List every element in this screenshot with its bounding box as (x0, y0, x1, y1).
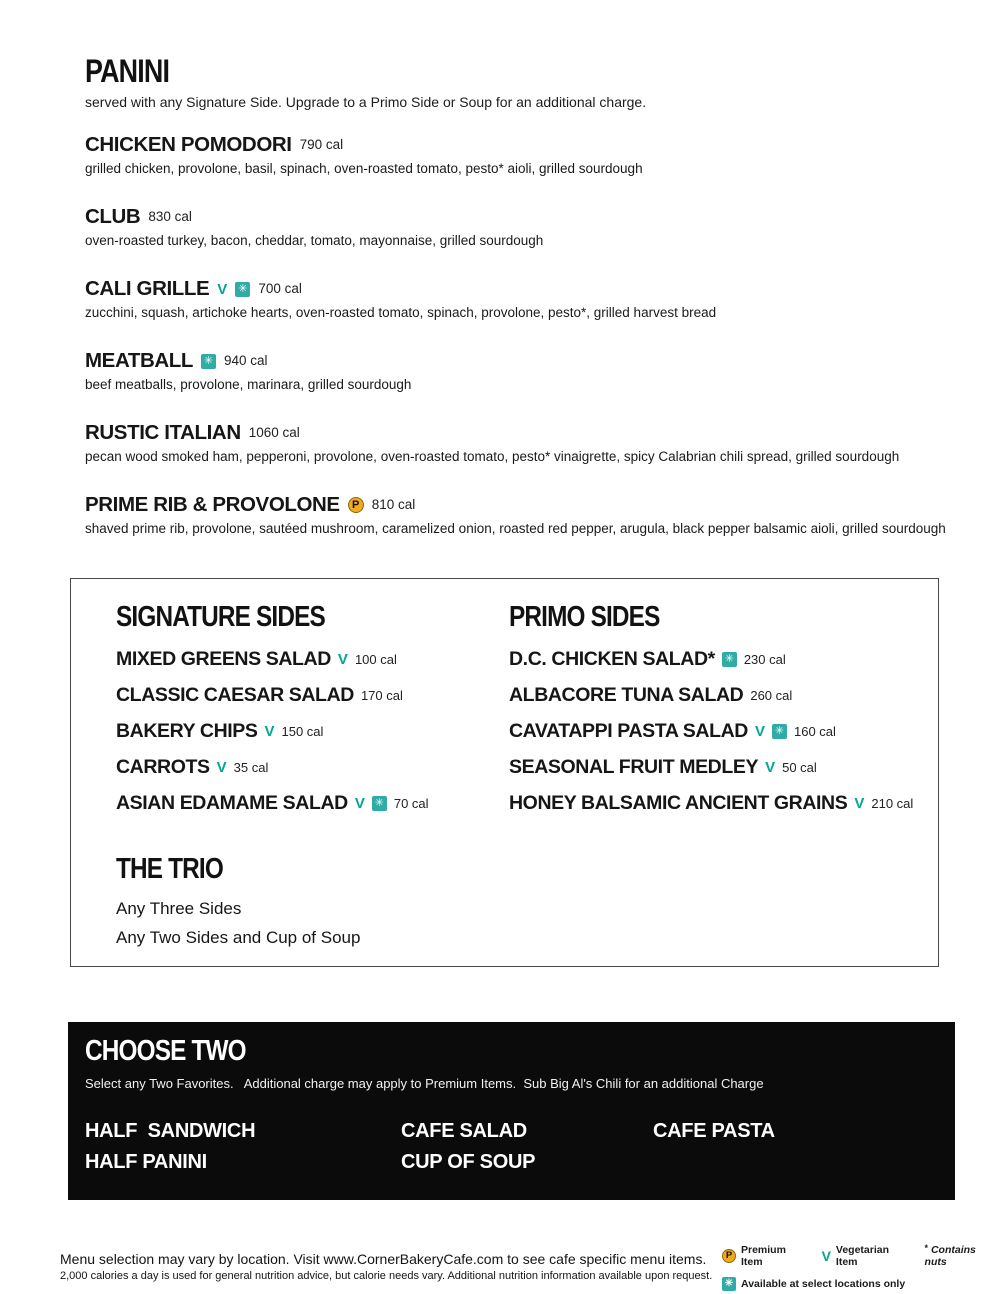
side-item-name: SEASONAL FRUIT MEDLEY (509, 756, 759, 778)
side-item-calories: 160 cal (793, 724, 836, 739)
panini-item-name: RUSTIC ITALIAN (85, 421, 241, 444)
panini-item-description: grilled chicken, provolone, basil, spinach, oven-roasted tomato, pesto* aioli, grilled sourdough (85, 161, 643, 176)
choose-two-option: CUP OF SOUP (401, 1151, 536, 1173)
side-item (116, 648, 509, 671)
footer-location-note: Menu selection may vary by location. Visit www.CornerBakeryCafe.com to see cafe specific menu items. (60, 1251, 707, 1267)
vegetarian-icon: V (765, 759, 776, 776)
select-locations-icon: ✳ (235, 282, 250, 297)
side-item-calories: 150 cal (281, 724, 324, 739)
side-item-name: CAVATAPPI PASTA SALAD (509, 720, 748, 742)
side-item-calories: 35 cal (233, 760, 269, 775)
choose-two-column (653, 1116, 935, 1178)
side-item-calories: 230 cal (743, 652, 786, 667)
choose-two-option: CAFE SALAD (401, 1120, 527, 1142)
signature-sides-title: SIGNATURE SIDES (116, 601, 325, 633)
side-item-name: BAKERY CHIPS (116, 720, 258, 742)
side-item-calories: 210 cal (871, 796, 914, 811)
premium-icon: P (348, 497, 364, 513)
panini-item-calories: 790 cal (299, 137, 344, 152)
side-item-name: ASIAN EDAMAME SALAD (116, 792, 348, 814)
panini-item-head (85, 421, 965, 445)
panini-item (85, 421, 965, 466)
sides-box (70, 578, 939, 967)
panini-item-name: MEATBALL (85, 349, 194, 372)
side-item (116, 720, 509, 743)
side-item-name: ALBACORE TUNA SALAD (509, 684, 744, 706)
panini-item-calories: 1060 cal (248, 425, 300, 440)
legend-row-2 (722, 1277, 1000, 1291)
panini-item-name: PRIME RIB & PROVOLONE (85, 493, 340, 516)
side-item-name: D.C. CHICKEN SALAD* (509, 648, 715, 670)
primo-sides-list (509, 648, 938, 815)
legend-row-1 (722, 1243, 1000, 1268)
vegetarian-icon: V (354, 795, 365, 812)
panini-item (85, 205, 965, 250)
side-item (509, 756, 938, 779)
signature-sides-list (116, 648, 509, 815)
panini-item-description: pecan wood smoked ham, pepperoni, provolone, oven-roasted tomato, pesto* vinaigrette, spicy Calabrian chili spread, grilled sourdough (85, 449, 900, 464)
select-locations-icon: ✳ (722, 652, 737, 667)
vegetarian-icon: V (337, 651, 348, 668)
choose-two-section (68, 1022, 955, 1200)
panini-section (85, 55, 965, 538)
choose-two-subtitle: Select any Two Favorites. Additional charge may apply to Premium Items. Sub Big Al's Chili for an additional Charge (85, 1076, 764, 1091)
panini-item-description: zucchini, squash, artichoke hearts, oven-roasted tomato, spinach, provolone, pesto*, grilled harvest bread (85, 305, 717, 320)
panini-item-head (85, 493, 965, 517)
panini-item-name: CLUB (85, 205, 141, 228)
side-item-name: CLASSIC CAESAR SALAD (116, 684, 354, 706)
asterisk-icon: * (924, 1243, 929, 1253)
panini-item-name: CHICKEN POMODORI (85, 133, 292, 156)
panini-item-name: CALI GRILLE (85, 277, 210, 300)
side-item-name: CARROTS (116, 756, 210, 778)
panini-item-head (85, 205, 965, 229)
panini-item (85, 349, 965, 394)
icon-legend (722, 1243, 1000, 1291)
panini-subtitle: served with any Signature Side. Upgrade to a Primo Side or Soup for an additional charge. (85, 94, 647, 110)
legend-vegetarian-label: Vegetarian Item (835, 1243, 890, 1268)
panini-item-description: beef meatballs, provolone, marinara, grilled sourdough (85, 377, 412, 392)
side-item-calories: 260 cal (750, 688, 793, 703)
panini-item-description: oven-roasted turkey, bacon, cheddar, tomato, mayonnaise, grilled sourdough (85, 233, 544, 248)
footer-notes (60, 1251, 712, 1282)
primo-sides-column (509, 603, 938, 815)
side-item-calories: 50 cal (782, 760, 817, 775)
legend-premium-label: Premium Item (741, 1243, 786, 1268)
primo-sides-title: PRIMO SIDES (509, 601, 660, 633)
select-locations-icon: ✳ (201, 354, 216, 369)
panini-item-list (85, 133, 965, 538)
side-item-calories: 70 cal (393, 796, 429, 811)
side-item (116, 792, 509, 815)
legend-select-label: Available at select locations only (741, 1278, 906, 1290)
trio-section (71, 855, 938, 952)
trio-line: Any Three Sides (116, 899, 242, 918)
select-locations-icon: ✳ (772, 724, 787, 739)
choose-two-option: CAFE PASTA (653, 1120, 775, 1142)
footer-nutrition-note: 2,000 calories a day is used for general nutrition advice, but calorie needs vary. Additional nutrition information available upon request. (60, 1270, 713, 1282)
side-item (509, 720, 938, 743)
panini-item-head (85, 133, 965, 157)
trio-line: Any Two Sides and Cup of Soup (116, 928, 361, 947)
side-item (509, 684, 938, 707)
trio-lines (116, 894, 938, 952)
side-item (509, 648, 938, 671)
signature-sides-column (116, 603, 509, 815)
select-locations-icon: ✳ (722, 1277, 736, 1291)
panini-item-calories: 810 cal (371, 497, 416, 512)
vegetarian-icon: V (854, 795, 865, 812)
panini-item (85, 277, 965, 322)
vegetarian-icon: V (217, 280, 228, 298)
panini-item (85, 493, 965, 538)
choose-two-option: HALF SANDWICH (85, 1120, 256, 1142)
side-item (116, 756, 509, 779)
select-locations-icon: ✳ (372, 796, 387, 811)
side-item-calories: 170 cal (360, 688, 403, 703)
choose-two-columns (85, 1116, 935, 1178)
side-item-calories: 100 cal (354, 652, 397, 667)
vegetarian-icon: V (264, 723, 275, 740)
choose-two-column (401, 1116, 653, 1178)
panini-item-head (85, 349, 965, 373)
side-item-name: HONEY BALSAMIC ANCIENT GRAINS (509, 792, 848, 814)
vegetarian-icon: V (821, 1247, 831, 1264)
side-item (509, 792, 938, 815)
panini-item-calories: 830 cal (148, 209, 192, 224)
panini-item (85, 133, 965, 178)
side-item-name: MIXED GREENS SALAD (116, 648, 331, 670)
choose-two-title: CHOOSE TWO (85, 1035, 246, 1067)
side-item (116, 684, 509, 707)
choose-two-option: HALF PANINI (85, 1151, 207, 1173)
panini-item-head (85, 277, 965, 301)
premium-icon: P (722, 1249, 736, 1263)
panini-item-calories: 940 cal (224, 353, 268, 368)
legend-nuts-label: * Contains nuts (924, 1243, 976, 1268)
vegetarian-icon: V (754, 723, 765, 740)
sides-columns (71, 579, 938, 815)
panini-item-description: shaved prime rib, provolone, sautéed mushroom, caramelized onion, roasted red pepper, arugula, black pepper balsamic aioli, grilled sourdough (85, 521, 946, 536)
choose-two-column (85, 1116, 401, 1178)
panini-title: PANINI (85, 53, 170, 89)
vegetarian-icon: V (216, 759, 227, 776)
panini-item-calories: 700 cal (258, 281, 302, 296)
trio-title: THE TRIO (116, 853, 223, 885)
